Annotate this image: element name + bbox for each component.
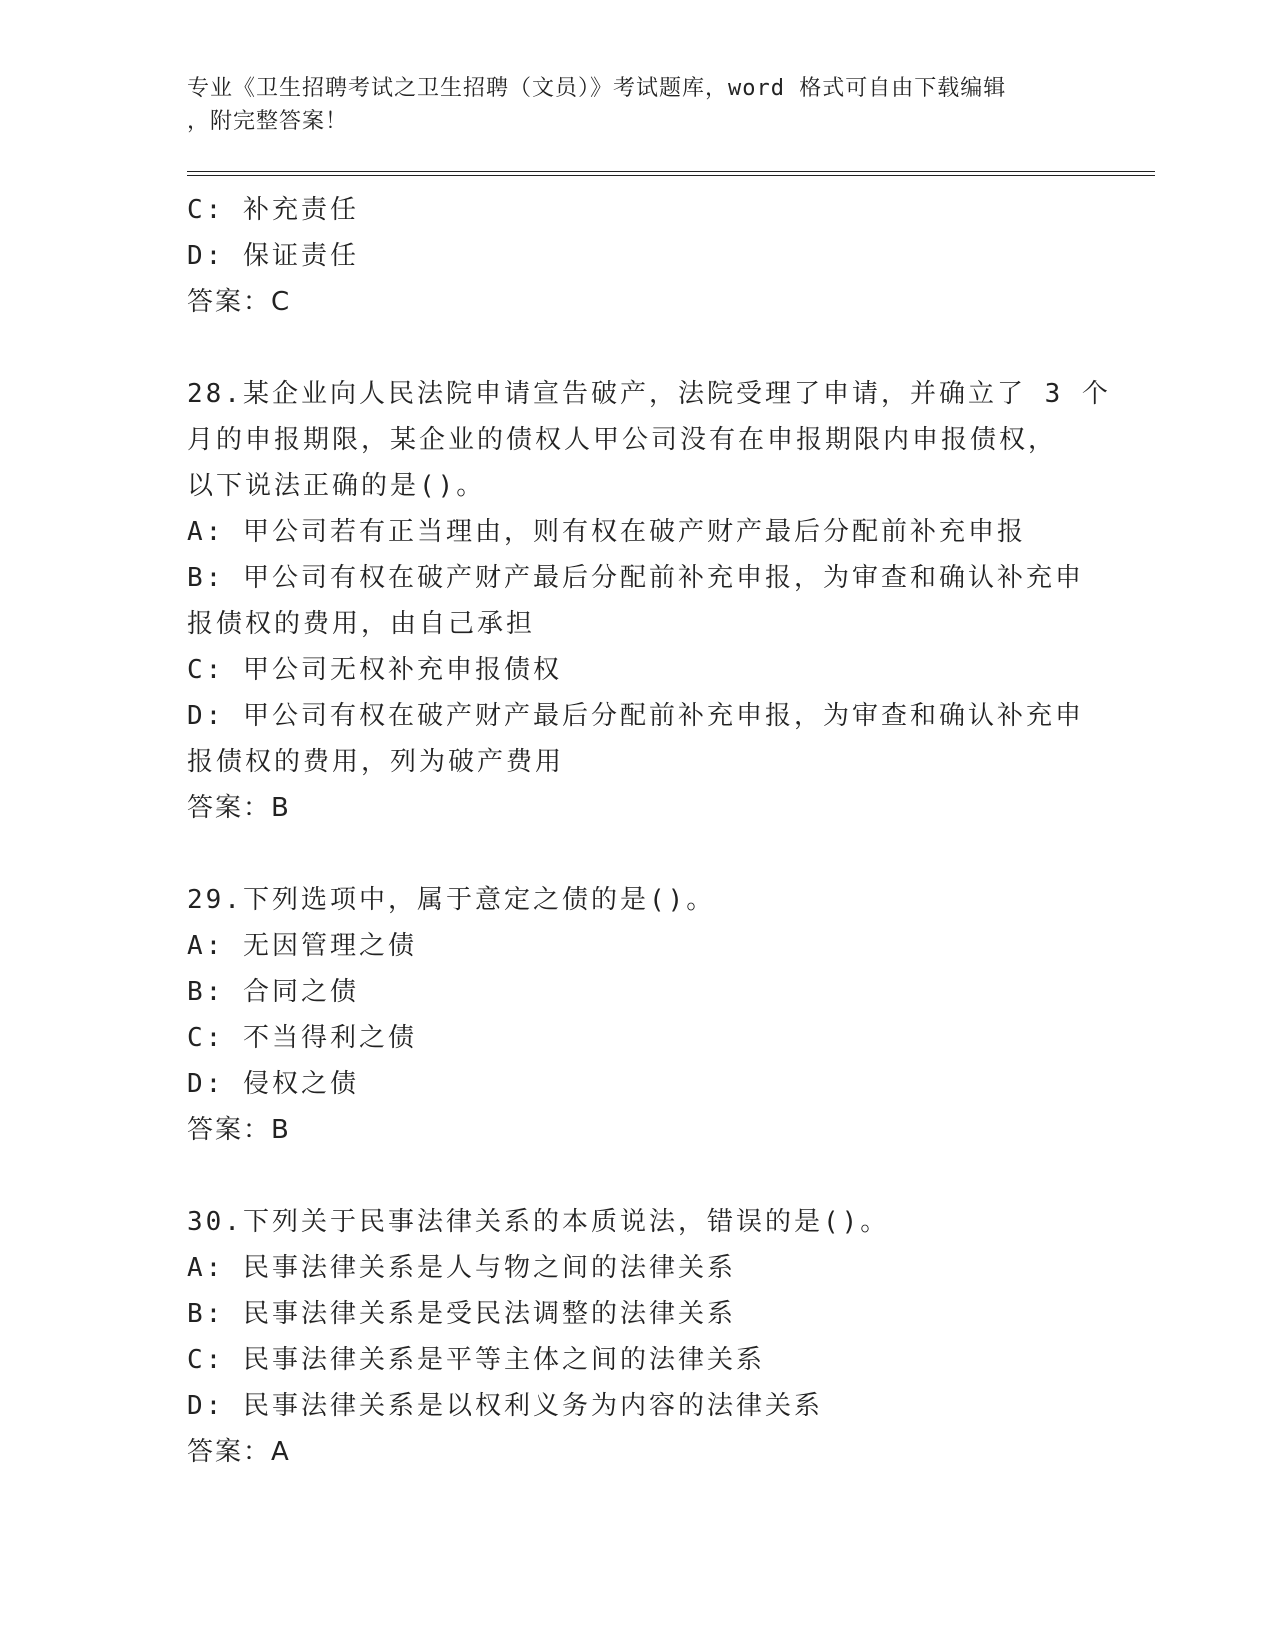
option-d: D: 甲公司有权在破产财产最后分配前补充申报，为审查和确认补充申 [187,701,1084,731]
document-header [187,72,1067,138]
question-stem: 月的申报期限，某企业的债权人甲公司没有在申报期限内申报债权， [187,425,1058,455]
question-stem: 29.下列选项中，属于意定之债的是()。 [187,885,716,915]
option-c: C: 补充责任 [187,195,359,225]
question-28 [187,371,1111,831]
option-b: B: 甲公司有权在破产财产最后分配前补充申报，为审查和确认补充申 [187,563,1084,593]
question-stem: 30.下列关于民事法律关系的本质说法，错误的是()。 [187,1207,890,1237]
question-stem: 28.某企业向人民法院申请宣告破产，法院受理了申请，并确立了 3 个 [187,379,1111,409]
header-line-1: 专业《卫生招聘考试之卫生招聘（文员）》考试题库，word 格式可自由下载编辑 [187,76,1007,101]
option-b: 报债权的费用，由自己承担 [187,609,536,639]
option-c: C: 民事法律关系是平等主体之间的法律关系 [187,1345,765,1375]
spacer [187,325,1087,371]
option-a: A: 无因管理之债 [187,931,417,961]
option-d: D: 保证责任 [187,241,359,271]
question-29 [187,877,1087,1153]
option-d: D: 侵权之债 [187,1069,359,1099]
answer: 答案：C [187,287,292,317]
question-30 [187,1199,1087,1475]
option-a: A: 甲公司若有正当理由，则有权在破产财产最后分配前补充申报 [187,517,1026,547]
answer: 答案：B [187,793,291,823]
option-c: C: 甲公司无权补充申报债权 [187,655,562,685]
header-rule-top [187,171,1155,172]
option-c: C: 不当得利之债 [187,1023,417,1053]
question-stem: 以下说法正确的是()。 [187,471,486,501]
option-d: 报债权的费用，列为破产费用 [187,747,565,777]
option-b: B: 民事法律关系是受民法调整的法律关系 [187,1299,736,1329]
spacer [187,831,1087,877]
answer: 答案：A [187,1437,291,1467]
option-a: A: 民事法律关系是人与物之间的法律关系 [187,1253,736,1283]
header-rule-bottom [187,175,1155,176]
spacer [187,1153,1087,1199]
question-list [187,187,1111,1475]
option-d: D: 民事法律关系是以权利义务为内容的法律关系 [187,1391,823,1421]
answer: 答案：B [187,1115,291,1145]
option-b: B: 合同之债 [187,977,359,1007]
header-line-2: ，附完整答案！ [187,109,349,134]
